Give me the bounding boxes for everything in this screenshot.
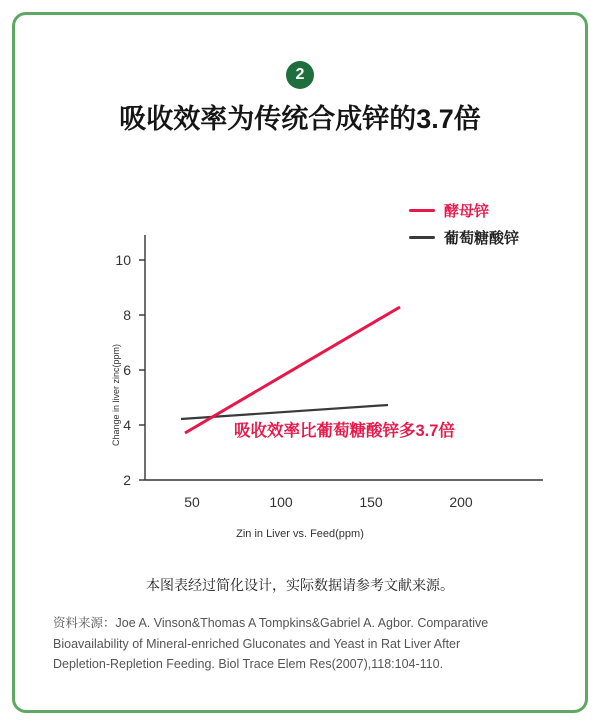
- x-tick-label-200: 200: [449, 494, 473, 510]
- source-label: 资料来源：: [53, 616, 116, 630]
- y-axis-title: Change in liver zinc(ppm): [111, 343, 121, 447]
- source-citation: [53, 613, 571, 675]
- x-tick-label-50: 50: [184, 494, 200, 510]
- x-tick-label-150: 150: [359, 494, 383, 510]
- source-line-1: Joe A. Vinson&Thomas A Tompkins&Gabriel A. Agbor. Comparative: [115, 616, 489, 630]
- legend-swatch-yeast-zinc: [409, 209, 435, 212]
- y-tick-label-8: 8: [123, 307, 131, 323]
- legend-label-zinc-gluconate: 葡萄糖酸锌: [443, 229, 519, 247]
- y-tick-label-4: 4: [123, 417, 131, 433]
- series-line-yeast-zinc: [185, 307, 400, 433]
- x-axis-title: Zin in Liver vs. Feed(ppm): [236, 528, 364, 540]
- y-tick-label-2: 2: [123, 472, 131, 488]
- y-tick-label-6: 6: [123, 362, 131, 378]
- source-line-2: Bioavailability of Mineral-enriched Gluconates and Yeast in Rat Liver After: [53, 636, 461, 651]
- step-badge: 2: [286, 61, 314, 89]
- legend-label-yeast-zinc: 酵母锌: [443, 202, 489, 220]
- chart-svg: [15, 215, 588, 545]
- info-card: [12, 12, 588, 713]
- chart-note: 本图表经过简化设计，实际数据请参考文献来源。: [146, 577, 454, 593]
- line-chart: [15, 215, 585, 545]
- x-tick-label-100: 100: [269, 494, 293, 510]
- page-title: 吸收效率为传统合成锌的3.7倍: [119, 104, 481, 134]
- y-tick-label-10: 10: [115, 252, 131, 268]
- chart-annotation: 吸收效率比葡萄糖酸锌多3.7倍: [234, 422, 455, 440]
- source-line-3: Depletion-Repletion Feeding. Biol Trace Elem Res(2007),118:104-110.: [53, 657, 444, 672]
